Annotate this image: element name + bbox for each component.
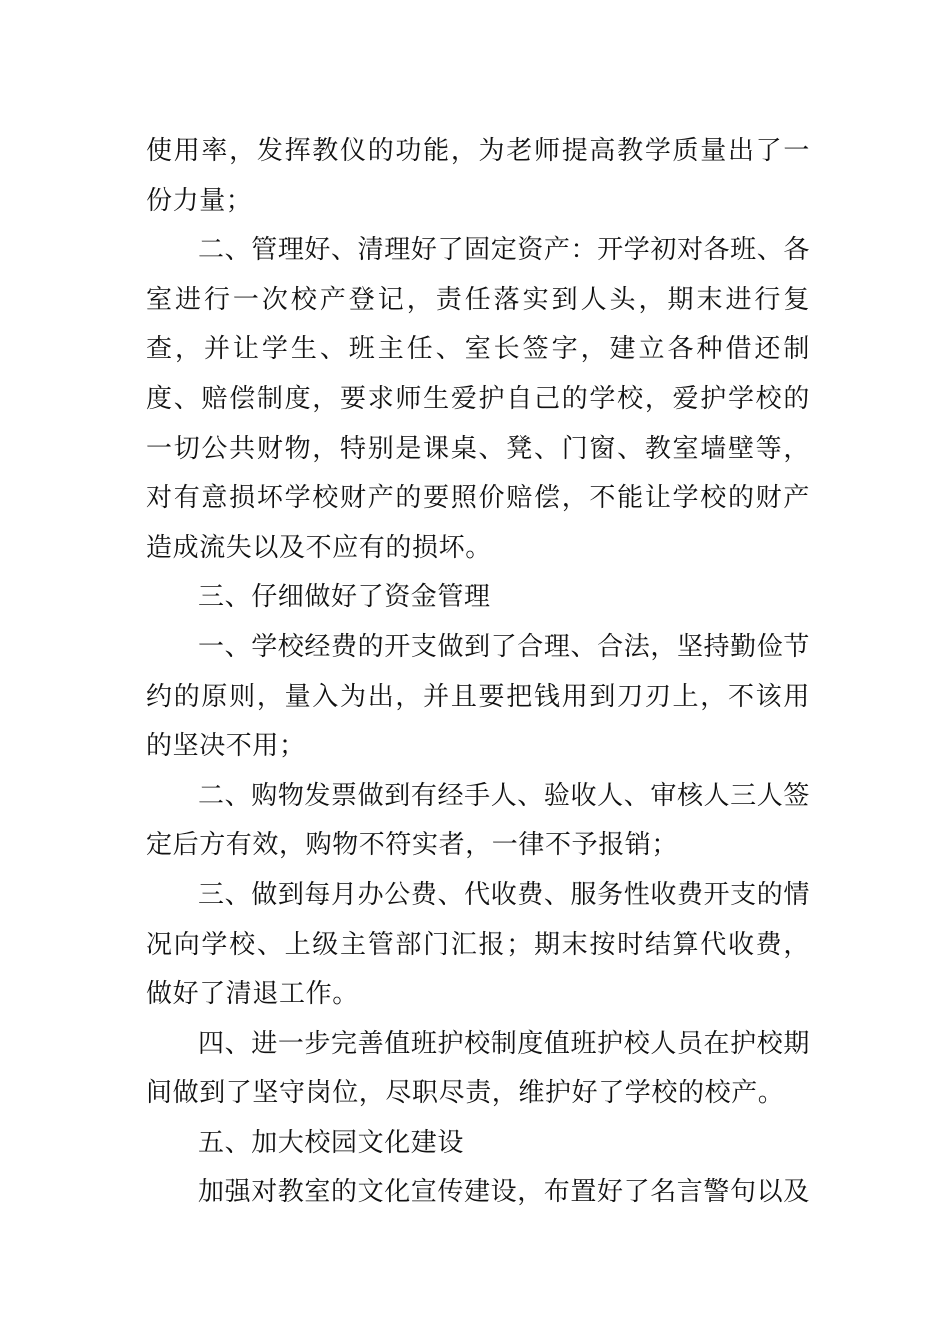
paragraph-2: 二、管理好、清理好了固定资产：开学初对各班、各室进行一次校产登记，责任落实到人头，期末进行复查，并让学生、班主任、室长签字，建立各种借还制度、赔偿制度，要求师生爱护自己的学校，爱护学校的一切公共财物，特别是课桌、凳、门窗、教室墙壁等，对有意损坏学校财产的要照价赔偿，不能让学校的财产造成流失以及不应有的损坏。 [146,235,810,563]
paragraph-1: 使用率，发挥教仪的功能，为老师提高教学质量出了一份力量； [146,136,810,216]
paragraph-3-heading: 三、仔细做好了资金管理 [198,582,491,613]
paragraph-5: 二、购物发票做到有经手人、验收人、审核人三人签定后方有效，购物不符实者，一律不予报销； [146,780,810,861]
document-body [146,127,810,1218]
paragraph-9: 加强对教室的文化宣传建设，布置好了名言警句以及 [198,1177,810,1208]
paragraph-8-heading: 五、加大校园文化建设 [198,1127,465,1158]
paragraph-4: 一、学校经费的开支做到了合理、合法，坚持勤俭节约的原则，量入为出，并且要把钱用到刀刃上，不该用的坚决不用； [146,631,810,762]
paragraph-7: 四、进一步完善值班护校制度值班护校人员在护校期间做到了坚守岗位，尽职尽责，维护好了学校的校产。 [146,1028,810,1109]
paragraph-6: 三、做到每月办公费、代收费、服务性收费开支的情况向学校、上级主管部门汇报；期末按时结算代收费，做好了清退工作。 [146,879,810,1010]
